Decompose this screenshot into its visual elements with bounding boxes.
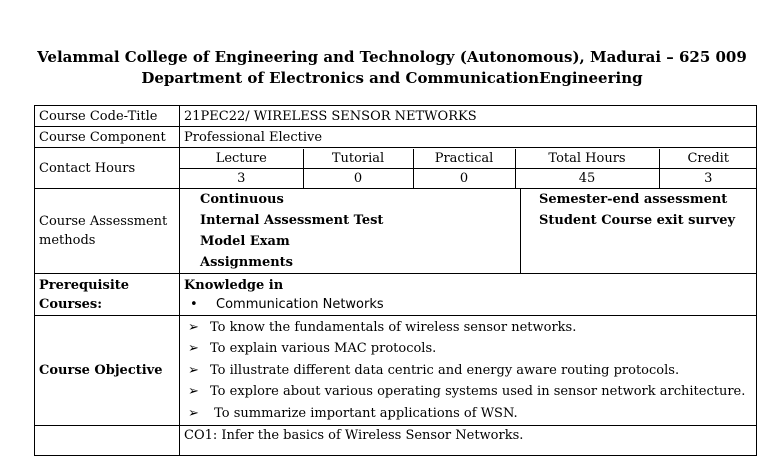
list-item [184,381,752,403]
hours-value-credit: 3 [659,168,757,188]
row-course-code [35,106,757,127]
prerequisite-item: Communication Networks [216,296,384,312]
assessment-label [35,189,180,274]
course-code-label: Course Code-Title [35,106,180,127]
list-item [184,338,752,360]
assessment-methods [180,189,756,273]
prerequisite-value [180,274,757,316]
list-item [184,317,752,339]
arrow-bullet-icon: ➢ [188,341,199,357]
row-assessment [35,189,757,274]
objective-label: Course Objective [35,316,180,426]
assessment-end [521,189,756,273]
objective-item: To summarize important applications of WSN. [210,405,518,421]
objective-list [180,316,757,426]
hours-header-tutorial: Tutorial [303,149,413,169]
prerequisite-label [35,274,180,316]
department-title: Department of Electronics and CommunicationEngineering [141,69,643,87]
prerequisite-label-line1: Prerequisite [39,277,130,293]
hours-value-total: 45 [515,168,659,188]
contact-hours-label: Contact Hours [35,148,180,189]
objective-item: To illustrate different data centric and energy aware routing protocols. [210,362,680,378]
row-contact-hours [35,148,757,189]
course-component-label: Course Component [35,127,180,148]
prerequisite-heading: Knowledge in [184,277,284,293]
objective-item: To know the fundamentals of wireless sensor networks. [210,319,577,335]
course-table [34,105,757,456]
assessment-item: Student Course exit survey [539,213,736,228]
objective-item: To explain various MAC protocols. [210,341,437,357]
hours-header-total: Total Hours [515,149,659,169]
assessment-item: Semester-end assessment [539,192,728,207]
list-item [184,360,752,382]
outcome-item: CO1: Infer the basics of Wireless Sensor Networks. [184,428,524,443]
assessment-item: Model Exam [200,234,290,249]
bullet-icon: • [190,296,198,312]
row-prerequisite [35,274,757,316]
hours-value-tutorial: 0 [303,168,413,188]
institution-title: Velammal College of Engineering and Technology (Autonomous), Madurai – 625 009 [37,48,747,66]
hours-header-lecture: Lecture [215,150,267,166]
assessment-continuous [180,189,521,273]
arrow-bullet-icon: ➢ [188,384,199,400]
list-item [184,403,752,425]
arrow-bullet-icon: ➢ [188,362,199,378]
objective-item: To explore about various operating systems used in sensor network architecture. [210,384,746,400]
assessment-item: Assignments [200,255,294,270]
hours-header-practical: Practical [413,149,515,169]
course-component-value: Professional Elective [180,127,757,148]
prerequisite-label-line2: Courses: [39,296,103,312]
row-objective [35,316,757,426]
assessment-item: Internal Assessment Test [200,213,384,228]
course-code-value: 21PEC22/ WIRELESS SENSOR NETWORKS [180,106,757,127]
hours-value-lecture: 3 [180,168,303,188]
assessment-item: Continuous [200,192,284,207]
arrow-bullet-icon: ➢ [188,319,199,335]
row-course-component [35,127,757,148]
arrow-bullet-icon: ➢ [188,405,199,421]
hours-value-practical: 0 [413,168,515,188]
assessment-label-line1: Course Assessment [39,214,168,229]
assessment-label-line2: methods [39,233,96,248]
hours-header-credit: Credit [659,149,757,169]
list-item [184,295,752,314]
contact-hours-table [180,149,757,188]
